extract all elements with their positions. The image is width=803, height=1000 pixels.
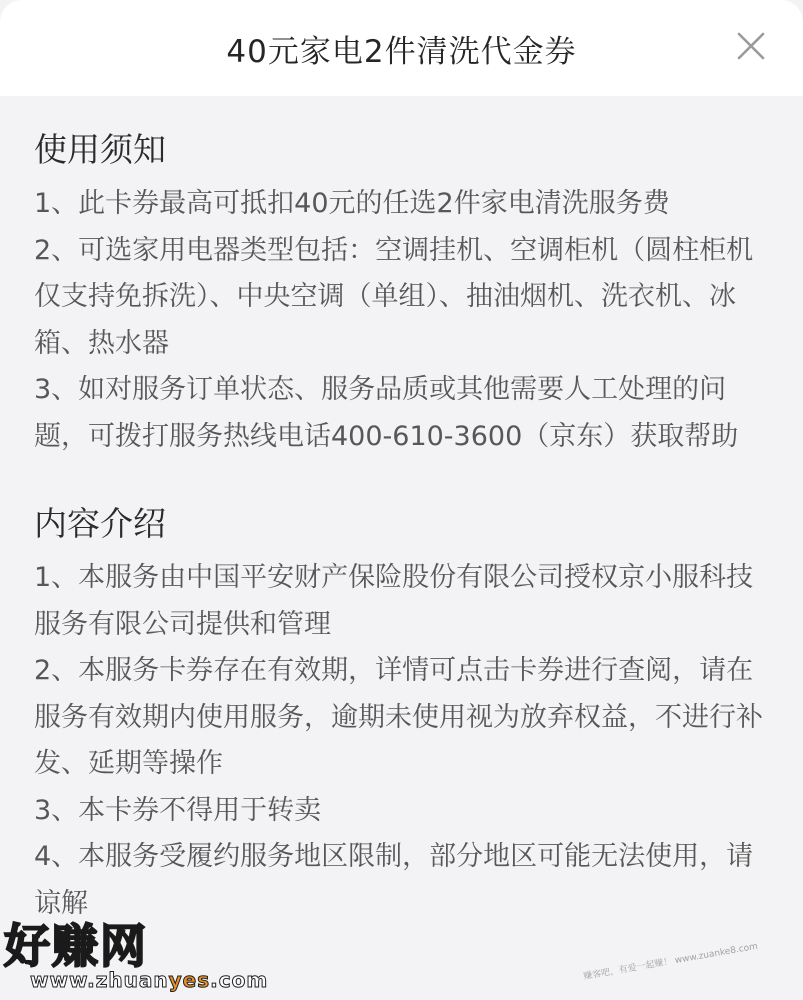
intro-item: 1、本服务由中国平安财产保险股份有限公司授权京小服科技服务有限公司提供和管理 bbox=[34, 562, 754, 640]
watermark-url-highlight: yes bbox=[168, 968, 211, 992]
intro-item: 4、本服务受履约服务地区限制，部分地区可能无法使用，请谅解 bbox=[34, 841, 754, 919]
intro-item: 3、本卡券不得用于转卖 bbox=[34, 794, 322, 826]
intro-section bbox=[34, 460, 803, 927]
watermark-small-text: 赚客吧，有爱一起赚！ www.zuanke8.com bbox=[582, 941, 759, 983]
watermark-url-suffix: .com bbox=[210, 968, 269, 992]
usage-section-title: 使用须知 bbox=[34, 130, 166, 169]
usage-item: 2、可选家用电器类型包括：空调挂机、空调柜机（圆柱柜机仅支持免拆洗）、中央空调（单组）、抽油烟机、洗衣机、冰箱、热水器 bbox=[34, 234, 754, 359]
sheet-title: 40元家电2件清洗代金券 bbox=[226, 34, 577, 70]
watermark-url bbox=[30, 968, 268, 992]
usage-list bbox=[34, 181, 803, 460]
intro-item: 2、本服务卡券存在有效期，详情可点击卡券进行查阅，请在服务有效期内使用服务，逾期未使用视为放弃权益，不进行补发、延期等操作 bbox=[34, 655, 763, 779]
close-icon[interactable] bbox=[735, 30, 767, 62]
watermark-logo: 好赚网 bbox=[4, 919, 148, 973]
usage-item: 1、此卡券最高可抵扣40元的任选2件家电清洗服务费 bbox=[34, 188, 670, 219]
usage-item: 3、如对服务订单状态、服务品质或其他需要人工处理的问题，可拨打服务热线电话400-610-3600（京东）获取帮助 bbox=[34, 374, 739, 452]
usage-section bbox=[34, 96, 803, 460]
intro-section-title: 内容介绍 bbox=[34, 504, 166, 543]
sheet-body bbox=[0, 96, 803, 927]
sheet-header bbox=[0, 0, 803, 96]
watermark-url-prefix: www.zhuan bbox=[30, 968, 169, 992]
intro-list bbox=[34, 555, 803, 927]
